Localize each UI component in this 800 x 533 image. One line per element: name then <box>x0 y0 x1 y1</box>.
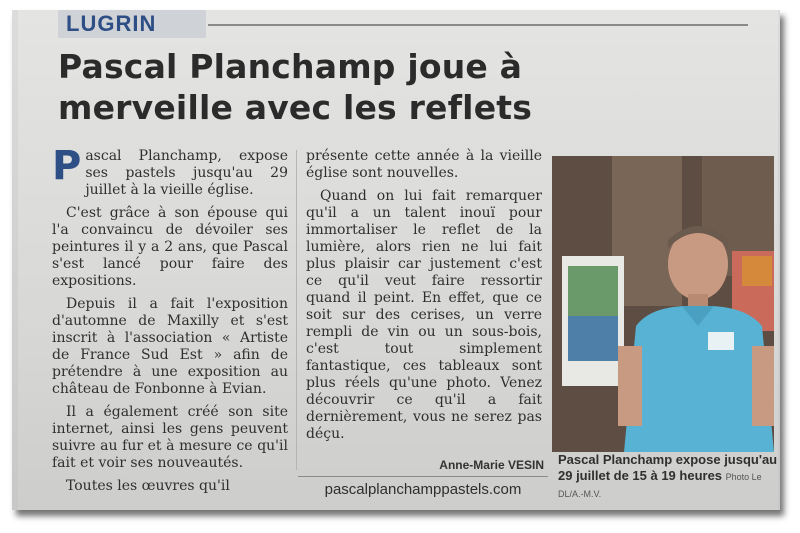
photo-caption <box>558 452 778 502</box>
paragraph-1-text: ascal Planchamp, expose ses pastels jusqu'au 29 juillet à la vieille église. <box>85 148 288 198</box>
paragraph-2: C'est grâce à son épouse qui l'a convaincu de dévoiler ses peintures il y a 2 ans, que Pascal s'est lancé pour faire des expositions. <box>52 205 288 289</box>
article-column-1 <box>52 148 288 508</box>
header-rule <box>208 24 748 26</box>
section-tag: LUGRIN <box>58 10 206 38</box>
dropcap: P <box>52 148 82 189</box>
paragraph-3: Depuis il a fait l'exposition d'automne de Maxilly et s'est inscrit à l'association « Artiste de France Sud Est » afin de prétendre à une exposition au château de Fonbonne à Evian. <box>52 296 288 397</box>
paragraph-6: présente cette année à la vieille église sont nouvelles. <box>306 148 542 181</box>
article-column-2 <box>306 148 542 463</box>
newspaper-clipping <box>12 10 780 510</box>
paragraph-5: Toutes les œuvres qu'il <box>66 478 230 494</box>
artist-photo <box>552 156 774 452</box>
artist-photo-illustration <box>552 156 774 452</box>
paragraph-1 <box>52 148 288 199</box>
headline: Pascal Planchamp joue à merveille avec les reflets <box>58 47 533 127</box>
photo-caption-text: Pascal Planchamp expose jusqu'au 29 juillet de 15 à 19 heures <box>558 452 778 483</box>
photo-credit: Photo Le DL/A.-M.V. <box>558 472 762 499</box>
byline: Anne-Marie VESIN <box>439 458 544 472</box>
paper <box>18 10 778 510</box>
paragraph-7: Quand on lui fait remarquer qu'il a un talent inouï pour immortaliser le reflet de la lumière, alors rien ne lui fait plus plaisir car justement c'est ce qu'il veut faire ressortir quand il peint. En effet, que ce soit sur des cerises, un verre rempli de vin ou un sous-bois, c'est tout simplement fantastique, ces tableaux sont plus réels qu'une photo. Venez découvrir ce qu'il a fait dernièrement, vous ne serez pas déçu. <box>306 188 542 442</box>
paragraph-4: Il a également créé son site internet, ainsi les gens peuvent suivre au fur et à mesure ce qu'il fait et voir ses nouveautés. <box>52 404 288 471</box>
website-link: pascalplanchamppastels.com <box>298 476 548 503</box>
column-separator <box>296 150 297 470</box>
